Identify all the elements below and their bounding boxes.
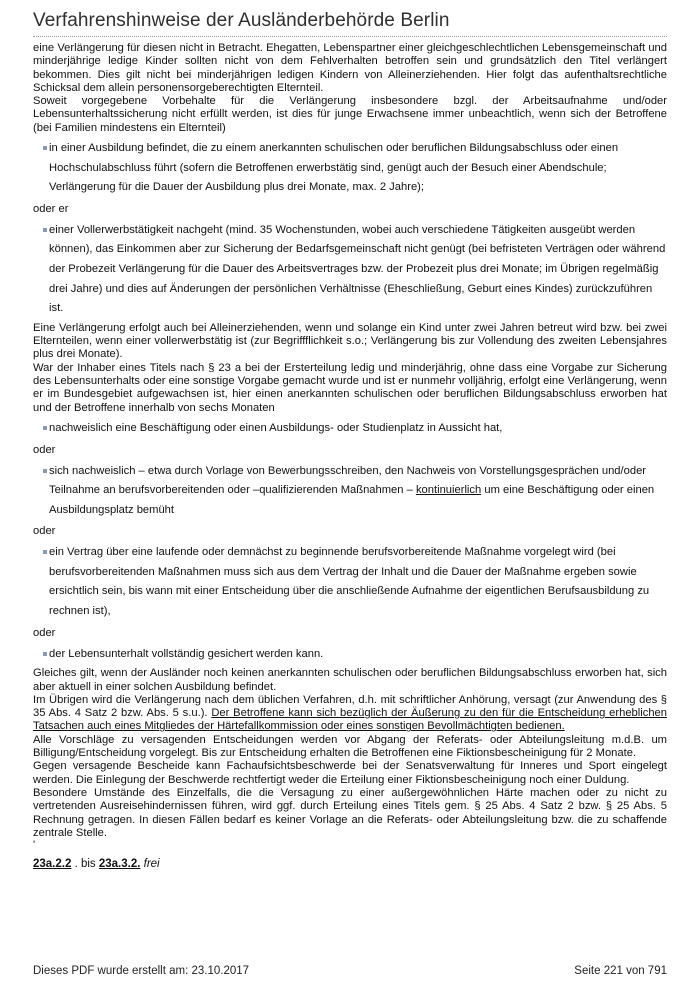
paragraph: Gleiches gilt, wenn der Ausländer noch keinen anerkannten schulischen oder beruflichen Bildungsabschluss erworben hat, sich aber aktuell in einer solchen Ausbildung befindet. — [33, 667, 667, 693]
list-item-text: ein Vertrag über eine laufende oder demnächst zu beginnende berufsvorbereitende Maßnahme vorgelegt wird (bei berufsvorbereitenden Maßnahmen muss sich aus dem Vertrag der Inhalt und die Dauer der Maßnahme ergeben sowie ersichtlich sein, bis wann mit einer Entscheidung über die anschließende Aufnahme der eigentlichen Berufsausbildung zu rechnen ist), — [49, 546, 650, 618]
bullet-icon — [43, 426, 47, 430]
paragraph: Alle Vorschläge zu versagenden Entscheidungen werden vor Abgang der Referats- oder Abteilungsleitung m.d.B. um Billigung/Entscheidung vorgelegt. Bis zur Entscheidung erhalten die Betroffenen eine Fiktionsbescheinigung für 2 Monate. — [33, 733, 667, 760]
list-item-text: nachweislich eine Beschäftigung oder einen Ausbildungs- oder Studienplatz in Aussicht hat, — [49, 421, 503, 434]
list-item-text-start: sich nachweislich – etwa durch Vorlage von Bewerbungsschreiben, den Nachweis von Vorstellungsgesprächen und/oder Teilnahme an berufsvorbereitenden oder –qualifizierenden Maßnahmen – — [49, 464, 647, 497]
bullet-icon — [43, 228, 47, 232]
list-item-text: der Lebensunterhalt vollständig gesichert werden kann. — [49, 647, 324, 660]
paragraph — [33, 694, 667, 734]
section-status: frei — [143, 858, 160, 871]
section-reference — [33, 858, 667, 871]
list-item — [33, 419, 667, 439]
bullet-icon — [43, 469, 47, 473]
bullet-icon — [43, 146, 47, 150]
paragraph: eine Verlängerung für diesen nicht in Betracht. Ehegatten, Lebenspartner einer gleichgeschlechtlichen Lebensgemeinschaft und minderjährige ledige Kinder sollten nicht von dem Fehlverhalten betroffen sein und grundsätzlich den Titel verlängert bekommen. Dies gilt nicht bei minderjährigen ledigen Kindern von Alleinerziehenden. Hier folgt das aufenthaltsrechtliche Schicksal dem allein personensorgeberechtigten Elternteil. — [33, 42, 667, 94]
connector-text: oder — [33, 443, 56, 456]
paragraph: War der Inhaber eines Titels nach § 23 a bei der Ersterteilung ledig und minderjährig, ohne dass eine Vorgabe zur Sicherung des Lebensunterhalts oder eine sonstige Vorgabe gemacht wurde und ist er nunmehr volljährig, erfolgt eine Verlängerung, wenn er im Bundesgebiet aufgewachsen ist, hier einen anerkannten schulischen oder beruflichen Bildungsabschluss erworben hat und der Betroffene innerhalb von sechs Monaten — [33, 361, 667, 414]
paragraph: Gegen versagende Bescheide kann Fachaufsichtsbeschwerde bei der Senatsverwaltung für Inneres und Sport eingelegt werden. Die Einlegung der Beschwerde rechtfertigt weder die Erteilung einer Fiktionsbescheinigung noch einer Duldung. — [33, 760, 667, 786]
list-item — [33, 462, 667, 521]
creation-date: Dieses PDF wurde erstellt am: 23.10.2017 — [33, 965, 250, 977]
list-item — [33, 139, 667, 198]
bullet-icon — [43, 652, 47, 656]
list-item-text: einer Vollerwerbstätigkeit nachgeht (mind. 35 Wochenstunden, wobei auch verschiedene Tätigkeiten ausgeübt werden können), das Einkommen aber zur Sicherung der Bedarfsgemeinschaft nicht genügt (bei befristeten Verträgen oder während der Probezeit Verlängerung für die Dauer des Arbeitsvertrages bzw. der Probezeit plus drei Monate; im Übrigen regelmäßig drei Jahre) und dies auf Änderungen der persönlichen Verhältnisse (Eheschließung, Geburt eines Kindes) zurückzuführen ist. — [49, 223, 666, 315]
paragraph-text: Im Übrigen wird die Verlängerung nach dem üblichen Verfahren, d.h. mit schriftlicher Anhörung, versagt (zur Anwendung des § 35 Abs. 4 Satz 2 bzw. Abs. 5 s.u.). — [33, 693, 667, 720]
quote-mark: ' — [33, 839, 36, 852]
bullet-icon — [43, 550, 47, 554]
page-number: Seite 221 von 791 — [574, 965, 667, 977]
list-item-text: in einer Ausbildung befindet, die zu einem anerkannten schulischen oder beruflichen Bildungsabschluss oder einen Hochschulabschluss führt (sofern die Betroffenen erwerbstätig sind, genügt auch der Besuch einer Abendschule; Verlängerung für die Dauer der Ausbildung plus drei Monate, max. 2 Jahre); — [49, 142, 619, 194]
page-footer — [33, 965, 667, 977]
paragraph: Besondere Umstände des Einzelfalls, die die Versagung zu einer außergewöhnlichen Härte machen oder zu nicht zu vertretenden Ausreisehindernissen führen, wird ggf. durch Erteilung eines Titels gem. § 25 Abs. 4 Satz 2 bzw. § 25 Abs. 5 Rechnung getragen. In diesen Fällen bedarf es keiner Vorlage an die Referats- oder Abteilungsleitung bzw. die zu schaffende zentrale Stelle. — [33, 786, 667, 839]
underlined-text: kontinuierlich — [415, 484, 482, 497]
paragraph: Soweit vorgegebene Vorbehalte für die Verlängerung insbesondere bzgl. der Arbeitsaufnahme und/oder Lebensunterhaltssicherung nicht erfüllt werden, ist dies für junge Erwachsene immer unbeachtlich, wenn sich der Betroffene (bei Familien mindestens ein Elternteil) — [33, 95, 667, 134]
connector-text: oder — [33, 525, 56, 538]
list-item-text-end: um eine Beschäftigung oder einen Ausbildungsplatz bemüht — [49, 484, 655, 516]
page-header — [33, 10, 667, 37]
paragraph: Eine Verlängerung erfolgt auch bei Alleinerziehenden, wenn und solange ein Kind unter zwei Jahren betreut wird bzw. bei zwei Elternteilen, wenn einer vollerwerbstätig ist (zur Begriffflichkeit s.o.; Verlängerung bis zur Vollendung des zweiten Lebensjahres plus drei Monate). — [33, 321, 667, 361]
section-link-23a-2-2[interactable]: 23a.2.2 — [33, 858, 72, 871]
underlined-text: Der Betroffene kann sich bezüglich der Äußerung zu den für die Entscheidung erheblichen Tatsachen auch eines Mitgliedes der Härtefallkommission oder eines sonstigen Bevollmächtigten bedienen. — [33, 707, 667, 733]
list-item — [33, 645, 667, 665]
connector-text: oder — [33, 626, 56, 639]
document-body — [33, 42, 667, 871]
section-link-23a-3-2[interactable]: 23a.3.2. — [98, 858, 141, 871]
list-item — [33, 221, 667, 319]
list-item — [33, 543, 667, 621]
range-separator: . bis — [71, 858, 99, 871]
connector-text: oder er — [33, 202, 69, 215]
page-title: Verfahrenshinweise der Ausländerbehörde Berlin — [33, 10, 450, 31]
